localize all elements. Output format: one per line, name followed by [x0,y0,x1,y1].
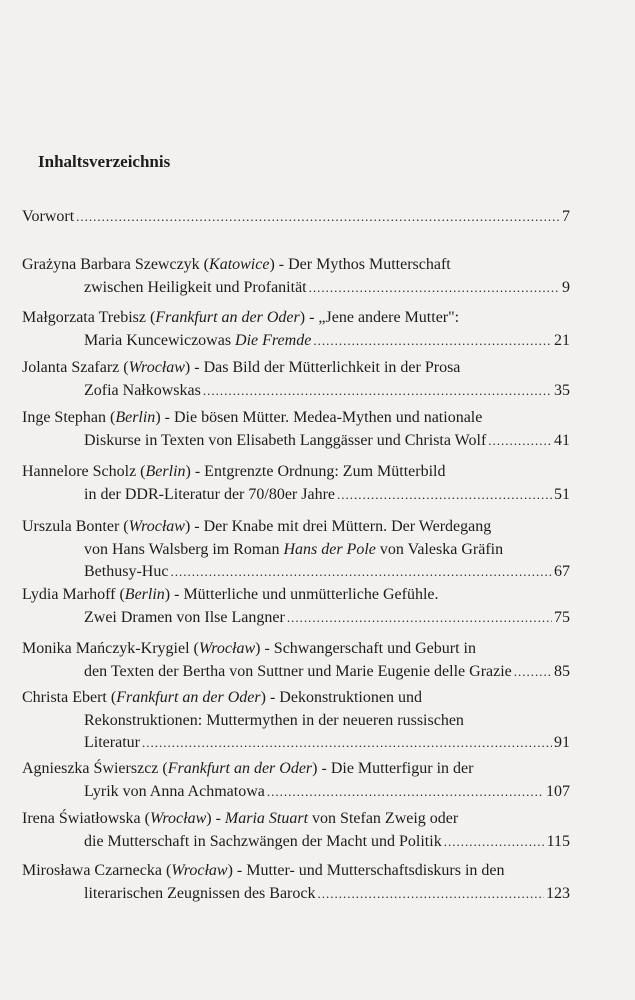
toc-emphasis: Wrocław [198,640,256,657]
toc-emphasis: Frankfurt an der Oder [116,689,261,706]
page-number: 35 [554,381,570,399]
toc-entry-continuation [22,330,570,353]
page-title: Inhaltsverzeichnis [38,152,171,171]
toc-text: Hannelore Scholz ( [22,463,146,480]
toc-text: von Valeska Gräfin [375,540,504,558]
page-number: 21 [554,331,570,349]
toc-entry[interactable] [22,687,570,755]
toc-text: ) - Schwangerschaft und Geburt in [255,640,476,657]
toc-text: von Hans Walsberg im Roman [84,540,284,558]
toc-entry-text [84,781,265,804]
toc-text: Christa Ebert ( [22,689,117,706]
toc-entry-continuation [22,781,570,804]
toc-text: Małgorzata Trebisz ( [22,309,156,326]
toc-entry-text [84,430,486,453]
toc-entry-heading [22,687,570,710]
toc-entry[interactable] [22,461,570,506]
toc-entry-heading [22,307,570,330]
toc-entry[interactable] [22,407,570,452]
toc-entry[interactable] [22,638,570,683]
toc-entry-continuation [22,732,570,755]
toc-entry-continuation [22,831,570,854]
toc-text: ) - Entgrenzte Ordnung: Zum Mütterbild [185,463,446,480]
toc-entry-text [84,883,315,906]
dot-leader [170,561,552,584]
toc-entry[interactable] [22,758,570,803]
page-number: 51 [554,485,570,503]
toc-emphasis: Hans der Pole [283,540,376,558]
page-number: 91 [554,734,570,751]
toc-text: in der DDR-Literatur der 70/80er Jahre [84,485,336,503]
toc-text: den Texten der Bertha von Suttner und Marie Eugenie delle Grazie [84,662,512,680]
toc-text: Urszula Bonter ( [22,518,129,535]
toc-entry-heading [22,407,570,430]
toc-entry-text [84,561,168,584]
toc-text: zwischen Heiligkeit und Profanität [84,278,307,296]
toc-emphasis: Wrocław [128,518,185,535]
toc-emphasis: Berlin [145,463,186,480]
toc-text: Irena Światłowska ( [22,810,150,827]
toc-text: die Mutterschaft in Sachzwängen der Macht und Politik [84,832,442,850]
toc-emphasis: Berlin [124,586,165,603]
toc-text: von Stefan Zweig oder [308,810,459,827]
dot-leader [514,661,552,684]
page-number: 107 [546,782,570,800]
dot-leader [309,277,560,300]
toc-entry-text [84,380,201,403]
toc-entry-text [84,607,285,630]
toc-entry-text [84,330,311,353]
toc-entry-continuation [22,484,570,507]
toc-entry[interactable] [22,808,570,853]
page-number: 7 [562,208,570,225]
toc-text: Lyrik von Anna Achmatowa [84,782,265,800]
toc-text: Grażyna Barbara Szewczyk ( [22,256,210,273]
toc-entry-text [84,831,442,854]
toc-entry-heading [22,206,570,229]
toc-entry-heading [22,808,570,831]
dot-leader [313,330,552,353]
page-number: 75 [554,608,570,626]
toc-entry-heading [22,584,570,607]
toc-entry-heading [22,254,570,277]
toc-entry[interactable] [22,254,570,299]
toc-entry-continuation [22,883,570,906]
toc-entry-continuation [22,661,570,684]
toc-text: Vorwort [22,208,75,225]
toc-entry-continuation [22,430,570,453]
dot-leader [317,883,544,906]
dot-leader [337,484,552,507]
toc-entry-text [84,732,140,755]
toc-entry-continuation [22,710,570,733]
toc-text: ) - Der Knabe mit drei Müttern. Der Werdegang [184,518,492,535]
toc-text: ) - „Jene andere Mutter": [299,309,460,326]
toc-entry[interactable] [22,516,570,584]
toc-entry-heading [22,860,570,883]
dot-leader [488,430,552,453]
dot-leader [444,831,545,854]
toc-text: ) - Mütterliche und unmütterliche Gefühle. [164,586,439,603]
toc-emphasis: Die Fremde [235,331,312,349]
toc-entry[interactable] [22,357,570,402]
toc-entry-continuation [22,539,570,562]
toc-text: Zwei Dramen von Ilse Langner [84,608,285,626]
toc-entry-heading [22,638,570,661]
toc-text: ) - [206,810,225,827]
toc-entry-continuation [22,607,570,630]
toc-text: ) - Die Mutterfigur in der [312,760,474,777]
toc-entry-text [84,277,307,300]
toc-text: Agnieszka Świerszcz ( [22,760,168,777]
toc-emphasis: Berlin [115,409,156,426]
toc-text: ) - Dekonstruktionen und [260,689,422,706]
toc-text: Maria Kuncewiczowas [84,331,236,349]
page-number: 123 [546,884,570,902]
page-number: 9 [562,278,570,296]
toc-emphasis: Wrocław [128,359,185,376]
toc-emphasis: Wrocław [171,862,228,879]
dot-leader [203,380,552,403]
toc-emphasis: Maria Stuart [224,810,309,827]
page-number: 41 [554,431,570,449]
toc-emphasis: Wrocław [149,810,207,827]
toc-text: Mirosława Czarnecka ( [22,862,172,879]
toc-entry-heading [22,758,570,781]
toc-text: Jolanta Szafarz ( [22,359,129,376]
toc-text: Lydia Marhoff ( [22,586,125,603]
toc-entry-heading [22,516,570,539]
toc-entry-continuation [22,561,570,584]
dot-leader [287,607,552,630]
page-number: 115 [546,832,570,850]
toc-entry-continuation [22,277,570,300]
toc-text: Literatur [84,734,140,751]
toc-emphasis: Frankfurt an der Oder [155,309,300,326]
toc-text: Rekonstruktionen: Muttermythen in der neueren russischen [84,711,464,729]
toc-text: Inge Stephan ( [22,409,116,426]
toc-entry[interactable] [22,307,570,352]
toc-entry[interactable] [22,860,570,905]
toc-entry-heading [22,461,570,484]
toc-text: ) - Mutter- und Mutterschaftsdiskurs in den [227,862,505,879]
toc-text: literarischen Zeugnissen des Barock [84,884,316,902]
toc-entry-text [84,484,335,507]
page-number: 85 [554,662,570,680]
dot-leader [142,732,552,755]
toc-text: ) - Die bösen Mütter. Medea-Mythen und nationale [155,409,483,426]
dot-leader [267,781,544,804]
toc-entry[interactable] [22,584,570,629]
toc-entry-text [84,661,512,684]
toc-text: ) - Das Bild der Mütterlichkeit in der Prosa [184,359,461,376]
toc-entry[interactable] [22,206,570,229]
toc-emphasis: Katowice [209,256,270,273]
toc-text: ) - Der Mythos Mutterschaft [269,256,451,273]
page-number: 67 [554,563,570,580]
toc-text: Zofia Nałkowskas [84,381,201,399]
toc-text: Monika Mańczyk-Krygiel ( [22,640,199,657]
toc-entry-text [22,206,74,229]
toc-text: Diskurse in Texten von Elisabeth Langgässer und Christa Wolf [84,431,487,449]
toc-entry-continuation [22,380,570,403]
toc-entry-heading [22,357,570,380]
toc-text: Bethusy-Huc [84,563,169,580]
toc-emphasis: Frankfurt an der Oder [167,760,313,777]
dot-leader [76,206,560,229]
